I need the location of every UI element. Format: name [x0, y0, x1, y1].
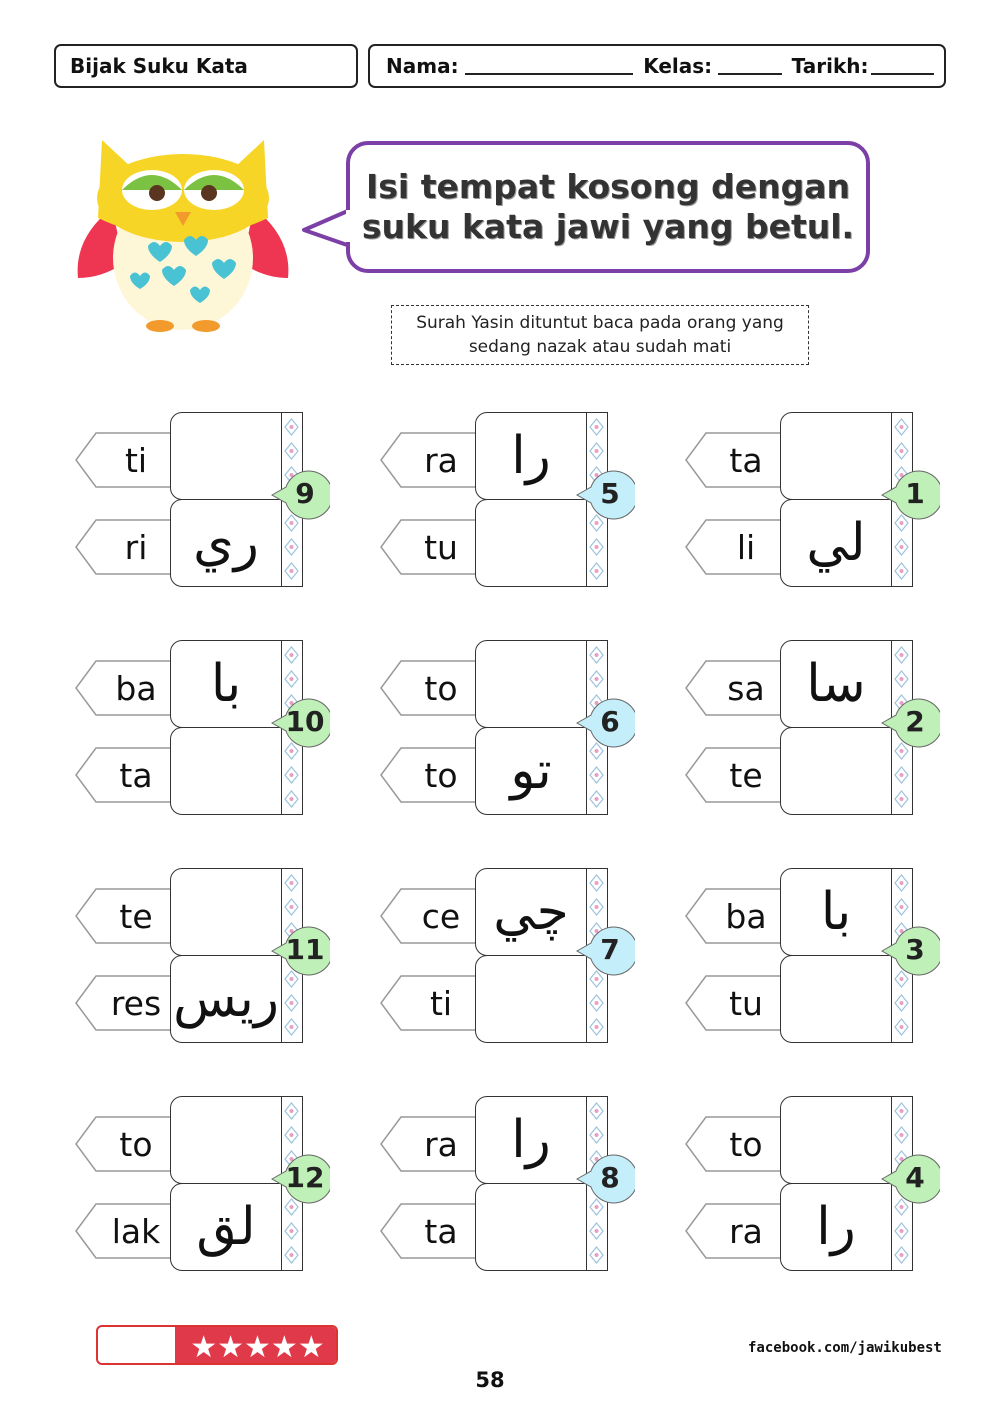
rumi-syllable: ce — [421, 896, 461, 936]
page-number: 58 — [475, 1368, 505, 1392]
question-number-badge — [880, 695, 940, 751]
student-info-box — [368, 44, 946, 88]
jawi-answer-box-top[interactable] — [780, 1096, 892, 1184]
rumi-syllable: te — [729, 755, 763, 795]
rumi-syllable: tu — [424, 527, 458, 567]
kelas-field[interactable] — [718, 57, 781, 75]
jawi-answer-box-top[interactable]: با — [170, 640, 282, 728]
rumi-syllable: to — [729, 1124, 763, 1164]
nama-field[interactable] — [465, 57, 634, 75]
owl-illustration — [72, 128, 294, 340]
rumi-syllable: ra — [729, 1211, 763, 1251]
rumi-tag-bottom — [684, 747, 788, 803]
syllable-group-6 — [379, 640, 619, 820]
facebook-credit: facebook.com/jawikubest — [748, 1340, 942, 1356]
question-number-badge — [575, 467, 635, 523]
rumi-tag-top — [74, 888, 178, 944]
question-number-badge — [575, 923, 635, 979]
question-number-badge — [270, 923, 330, 979]
rumi-tag-bottom — [379, 1203, 483, 1259]
rumi-tag-top — [379, 660, 483, 716]
jawi-answer-box-top[interactable]: را — [475, 1096, 587, 1184]
jawi-answer-box-bottom[interactable] — [475, 955, 587, 1043]
jawi-answer-box-top[interactable] — [170, 868, 282, 956]
question-number: 5 — [600, 476, 620, 510]
jawi-answer-box-bottom[interactable] — [170, 727, 282, 815]
jawi-answer-box-bottom[interactable] — [780, 955, 892, 1043]
question-number-badge — [270, 695, 330, 751]
rumi-tag-bottom — [74, 519, 178, 575]
jawi-answer-box-bottom[interactable]: ري — [170, 499, 282, 587]
jawi-answer-box-bottom[interactable]: لي — [780, 499, 892, 587]
rumi-syllable: res — [110, 983, 162, 1023]
question-number: 6 — [600, 704, 620, 738]
question-number: 9 — [295, 476, 315, 510]
question-number: 3 — [905, 932, 925, 966]
jawi-answer-box-top[interactable]: سا — [780, 640, 892, 728]
question-number-badge — [270, 467, 330, 523]
nama-label: Nama: — [386, 54, 459, 78]
rumi-syllable: ri — [124, 527, 148, 567]
rumi-syllable: te — [119, 896, 153, 936]
jawi-answer-box-top[interactable]: چي — [475, 868, 587, 956]
question-number-badge — [575, 695, 635, 751]
jawi-answer-box-top[interactable] — [475, 640, 587, 728]
question-number: 10 — [285, 704, 325, 738]
bubble-tail-mask — [342, 206, 354, 246]
rumi-tag-bottom — [684, 975, 788, 1031]
rumi-tag-top — [684, 1116, 788, 1172]
rumi-syllable: ba — [115, 668, 157, 708]
syllable-group-3 — [684, 868, 924, 1048]
question-number: 8 — [600, 1160, 620, 1194]
syllable-group-10 — [74, 640, 325, 820]
syllable-group-2 — [684, 640, 924, 820]
rumi-syllable: sa — [727, 668, 765, 708]
question-number-badge — [270, 1151, 330, 1207]
worksheet-title: Bijak Suku Kata — [70, 54, 248, 78]
jawi-answer-box-top[interactable] — [780, 412, 892, 500]
jawi-answer-box-bottom[interactable] — [475, 1183, 587, 1271]
syllable-group-7 — [379, 868, 619, 1048]
rumi-syllable: lak — [111, 1211, 161, 1251]
jawi-answer-box-bottom[interactable] — [475, 499, 587, 587]
rumi-syllable: ta — [424, 1211, 458, 1251]
rumi-tag-top — [74, 660, 178, 716]
rumi-syllable: to — [119, 1124, 153, 1164]
question-number: 4 — [905, 1160, 925, 1194]
worksheet-title-box — [54, 44, 358, 88]
star-rating[interactable]: ★★★★★ — [175, 1327, 338, 1365]
syllable-group-9 — [74, 412, 314, 592]
note-line-1: Surah Yasin dituntut baca pada orang yang — [416, 313, 784, 333]
rumi-syllable: ta — [119, 755, 153, 795]
rumi-tag-bottom — [379, 975, 483, 1031]
rumi-tag-top — [379, 888, 483, 944]
rumi-tag-top — [74, 1116, 178, 1172]
rumi-syllable: ti — [429, 983, 453, 1023]
jawi-answer-box-top[interactable] — [170, 412, 282, 500]
instruction-bubble — [346, 141, 870, 273]
rumi-tag-top — [379, 1116, 483, 1172]
rumi-tag-bottom — [684, 519, 788, 575]
jawi-answer-box-bottom[interactable]: ريس — [170, 955, 282, 1043]
jawi-answer-box-top[interactable] — [170, 1096, 282, 1184]
rumi-tag-bottom — [684, 1203, 788, 1259]
syllable-group-4 — [684, 1096, 924, 1276]
instruction-line-2: suku kata jawi yang betul. — [361, 207, 855, 246]
rumi-tag-top — [684, 888, 788, 944]
jawi-answer-box-bottom[interactable]: را — [780, 1183, 892, 1271]
score-rating-box — [96, 1325, 338, 1365]
syllable-group-1 — [684, 412, 924, 592]
jawi-answer-box-bottom[interactable] — [780, 727, 892, 815]
rumi-tag-top — [684, 432, 788, 488]
kelas-label: Kelas: — [643, 54, 713, 78]
syllable-group-8 — [379, 1096, 619, 1276]
rumi-tag-bottom — [74, 975, 178, 1031]
jawi-answer-box-bottom[interactable]: لق — [170, 1183, 282, 1271]
rumi-tag-top — [74, 432, 178, 488]
question-number: 7 — [600, 932, 620, 966]
rumi-tag-top — [379, 432, 483, 488]
rumi-syllable: ta — [729, 440, 763, 480]
rumi-tag-bottom — [74, 747, 178, 803]
rumi-syllable: to — [424, 755, 458, 795]
jawi-answer-box-bottom[interactable]: تو — [475, 727, 587, 815]
rumi-syllable: ra — [424, 1124, 458, 1164]
question-number: 11 — [285, 932, 325, 966]
rumi-syllable: ra — [424, 440, 458, 480]
jawi-answer-box-top[interactable]: با — [780, 868, 892, 956]
note-box — [391, 305, 809, 365]
syllable-group-11 — [74, 868, 325, 1048]
question-number-badge — [575, 1151, 635, 1207]
instruction-line-1: Isi tempat kosong dengan — [366, 167, 850, 206]
question-number-badge — [880, 923, 940, 979]
question-number-badge — [880, 1151, 940, 1207]
tarikh-label: Tarikh: — [791, 54, 869, 78]
syllable-group-12 — [74, 1096, 325, 1276]
note-line-2: sedang nazak atau sudah mati — [468, 337, 732, 357]
rumi-syllable: tu — [729, 983, 763, 1023]
rumi-syllable: ba — [725, 896, 767, 936]
rumi-tag-bottom — [379, 519, 483, 575]
rumi-tag-bottom — [74, 1203, 178, 1259]
rumi-syllable: ti — [124, 440, 148, 480]
syllable-group-5 — [379, 412, 619, 592]
question-number: 1 — [905, 476, 925, 510]
question-number-badge — [880, 467, 940, 523]
question-number: 12 — [285, 1160, 325, 1194]
rumi-tag-bottom — [379, 747, 483, 803]
tarikh-field[interactable] — [871, 57, 934, 75]
rumi-syllable: li — [736, 527, 756, 567]
rumi-syllable: to — [424, 668, 458, 708]
rumi-tag-top — [684, 660, 788, 716]
jawi-answer-box-top[interactable]: را — [475, 412, 587, 500]
question-number: 2 — [905, 704, 925, 738]
